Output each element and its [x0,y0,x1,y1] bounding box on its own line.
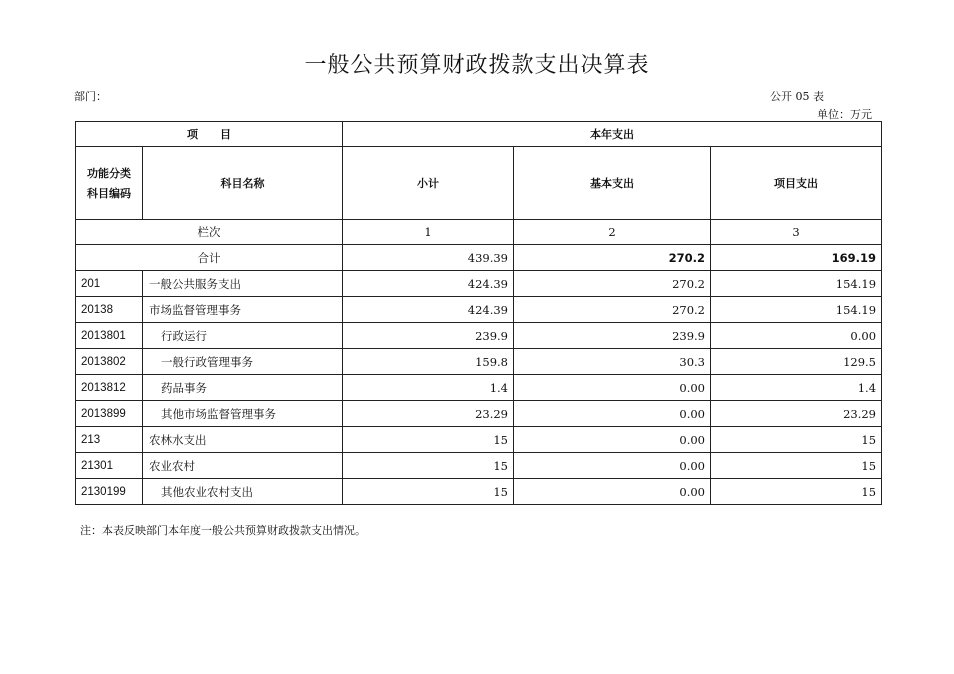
column-number-3: 3 [711,220,882,245]
row-subtotal: 424.39 [343,271,514,297]
column-number-label: 栏次 [76,220,343,245]
code-header-line2: 科目编码 [87,187,131,200]
row-project: 15 [711,453,882,479]
row-basic: 0.00 [514,427,711,453]
row-name: 一般公共服务支出 [143,271,343,297]
row-subtotal: 15 [343,479,514,505]
page-title: 一般公共预算财政拨款支出决算表 [304,53,650,78]
row-project: 23.29 [711,401,882,427]
row-project: 129.5 [711,349,882,375]
table-row [76,323,882,349]
project-header: 项目支出 [711,147,882,220]
row-project: 15 [711,479,882,505]
row-name: 其他农业农村支出 [143,479,343,505]
row-subtotal: 23.29 [343,401,514,427]
table-row [76,479,882,505]
row-name: 农业农村 [143,453,343,479]
header-row-1 [76,122,882,147]
row-basic: 30.3 [514,349,711,375]
table-row [76,375,882,401]
table-row [76,297,882,323]
row-name: 药品事务 [143,375,343,401]
row-code: 201 [76,271,143,297]
total-project: 169.19 [711,245,882,271]
column-number-1: 1 [343,220,514,245]
row-code: 213 [76,427,143,453]
row-subtotal: 424.39 [343,297,514,323]
row-code: 2013802 [76,349,143,375]
row-name: 其他市场监督管理事务 [143,401,343,427]
row-basic: 270.2 [514,271,711,297]
total-basic: 270.2 [514,245,711,271]
table-row [76,349,882,375]
row-subtotal: 1.4 [343,375,514,401]
table-row [76,453,882,479]
row-project: 154.19 [711,297,882,323]
row-basic: 0.00 [514,401,711,427]
row-basic: 0.00 [514,479,711,505]
total-row [76,245,882,271]
row-basic: 0.00 [514,375,711,401]
total-label: 合计 [76,245,343,271]
row-subtotal: 239.9 [343,323,514,349]
basic-header: 基本支出 [514,147,711,220]
row-name: 市场监督管理事务 [143,297,343,323]
item-header: 项 目 [76,122,343,147]
row-project: 154.19 [711,271,882,297]
column-number-row [76,220,882,245]
name-header: 科目名称 [143,147,343,220]
row-subtotal: 15 [343,453,514,479]
row-basic: 239.9 [514,323,711,349]
row-code: 2013812 [76,375,143,401]
row-basic: 270.2 [514,297,711,323]
row-name: 一般行政管理事务 [143,349,343,375]
row-project: 15 [711,427,882,453]
table-row [76,427,882,453]
row-project: 0.00 [711,323,882,349]
row-name: 农林水支出 [143,427,343,453]
row-project: 1.4 [711,375,882,401]
code-header-line1: 功能分类 [87,167,131,180]
department-label: 部门： [74,90,107,103]
row-subtotal: 15 [343,427,514,453]
row-basic: 0.00 [514,453,711,479]
subtotal-header: 小计 [343,147,514,220]
row-code: 21301 [76,453,143,479]
form-number: 公开 05 表 [770,90,824,103]
table-note: 注：本表反映部门本年度一般公共预算财政拨款支出情况。 [80,524,366,537]
table-row [76,271,882,297]
row-code: 2130199 [76,479,143,505]
expenditure-table [75,121,882,505]
row-subtotal: 159.8 [343,349,514,375]
total-subtotal: 439.39 [343,245,514,271]
code-header [76,147,143,220]
current-year-header: 本年支出 [343,122,882,147]
unit-label: 单位：万元 [817,108,872,121]
row-code: 2013899 [76,401,143,427]
row-name: 行政运行 [143,323,343,349]
header-row-2 [76,147,882,220]
row-code: 20138 [76,297,143,323]
row-code: 2013801 [76,323,143,349]
table-row [76,401,882,427]
column-number-2: 2 [514,220,711,245]
